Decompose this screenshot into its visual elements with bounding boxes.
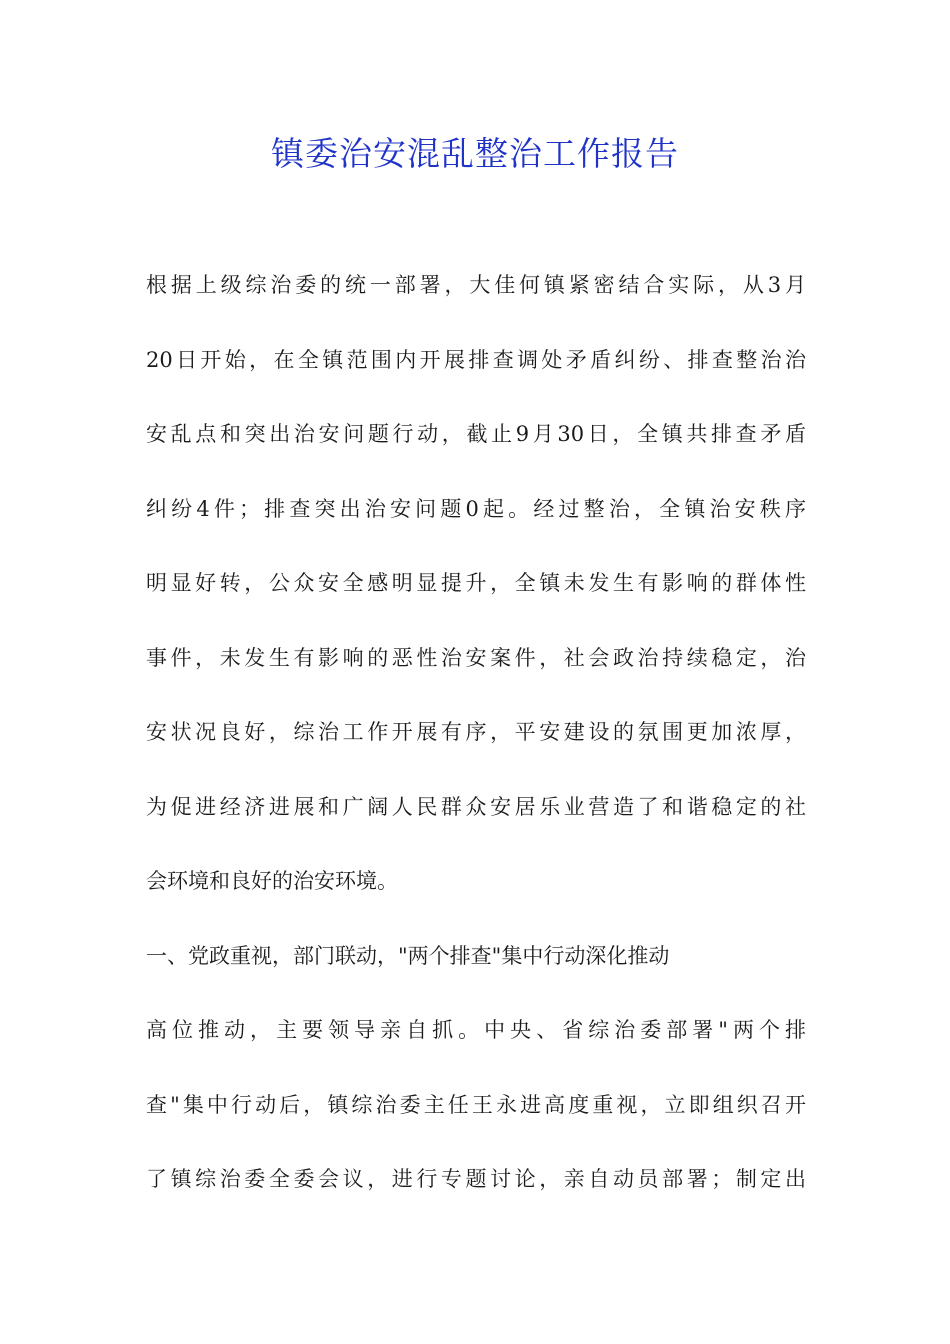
paragraph-line: 纠纷4件；排查突出治安问题0起。经过整治，全镇治安秩序 [146,496,806,521]
paragraph-line: 为促进经济进展和广阔人民群众安居乐业营造了和谐稳定的社 [146,794,806,819]
paragraph-line: 会环境和良好的治安环境。 [146,869,398,893]
paragraph-line: 根据上级综治委的统一部署，大佳何镇紧密结合实际，从3月 [146,273,806,297]
paragraph-line: 查"集中行动后，镇综治委主任王永进高度重视，立即组织召开 [146,1092,806,1117]
paragraph-line: 高位推动，主要领导亲自抓。中央、省综治委部署"两个排 [146,1018,806,1042]
paragraph-line: 了镇综治委全委会议，进行专题讨论，亲自动员部署；制定出 [146,1167,806,1191]
paragraph-line: 安乱点和突出治安问题行动，截止9月30日，全镇共排查矛盾 [146,422,806,446]
document-body [146,261,806,1230]
paragraph-line: 明显好转，公众安全感明显提升，全镇未发生有影响的群体性 [146,571,806,595]
document-title: 镇委治安混乱整治工作报告 [271,134,679,173]
paragraph-line: 安状况良好，综治工作开展有序，平安建设的氛围更加浓厚， [146,720,806,744]
paragraph-line: 事件，未发生有影响的恶性治安案件，社会政治持续稳定，治 [146,645,806,670]
paragraph-line: 20日开始，在全镇范围内开展排查调处矛盾纠纷、排查整治治 [146,347,806,372]
section-heading: 一、党政重视，部门联动，"两个排查"集中行动深化推动 [146,943,670,968]
